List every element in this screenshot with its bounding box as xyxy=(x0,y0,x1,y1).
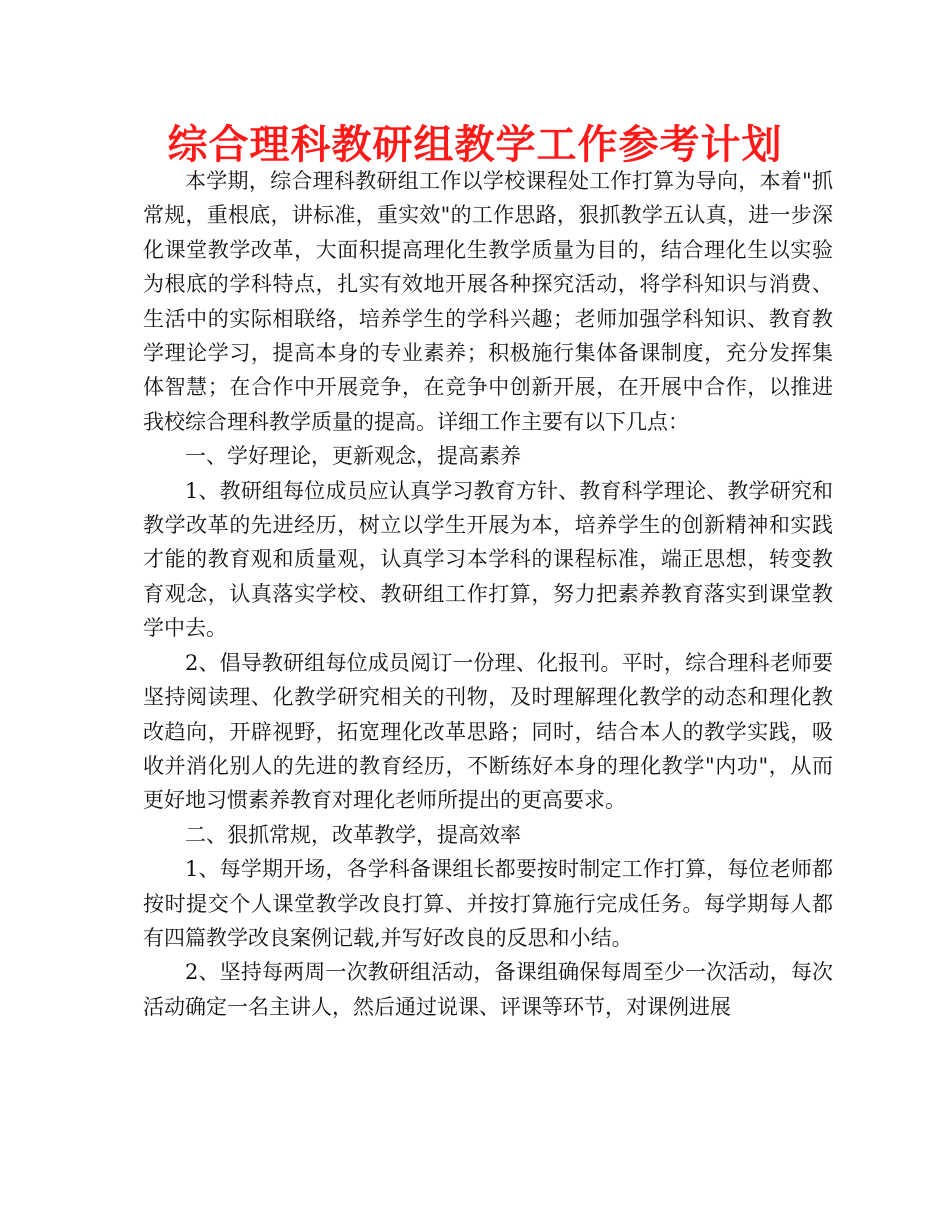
document-title: 综合理科教研组教学工作参考计划 xyxy=(167,121,783,168)
body-paragraph-2-1: 1、每学期开场，各学科备课组长都要按时制定工作打算，每位老师都按时提交个人课堂教学改良打算、并按打算施行完成任务。每学期每人都有四篇教学改良案例记载,并写好改良的反思和小结。 xyxy=(143,857,833,950)
body-paragraph-1-1: 1、教研组每位成员应认真学习教育方针、教育科学理论、教学研究和教学改革的先进经历，树立以学生开展为本，培养学生的创新精神和实践才能的教育观和质量观，认真学习本学科的课程标准，端正思想，转变教育观念，认真落实学校、教研组工作打算，努力把素养教育落实到课堂教学中去。 xyxy=(143,478,833,641)
document-body xyxy=(143,164,833,1024)
section-heading-1: 一、学好理论，更新观念，提高素养 xyxy=(185,444,521,469)
body-paragraph-2-2: 2、坚持每两周一次教研组活动，备课组确保每周至少一次活动，每次活动确定一名主讲人，然后通过说课、评课等环节，对课例进展 xyxy=(143,960,833,1019)
body-paragraph-intro: 本学期，综合理科教研组工作以学校课程处工作打算为导向，本着"抓常规，重根底，讲标准，重实效"的工作思路，狠抓教学五认真，进一步深化课堂教学改革，大面积提高理化生教学质量为目的，结合理化生以实验为根底的学科特点，扎实有效地开展各种探究活动，将学科知识与消费、生活中的实际相联络，培养学生的学科兴趣；老师加强学科知识、教育教学理论学习，提高本身的专业素养；积极施行集体备课制度，充分发挥集体智慧；在合作中开展竞争，在竞争中创新开展，在开展中合作，以推进我校综合理科教学质量的提高。详细工作主要有以下几点： xyxy=(143,169,833,434)
body-paragraph-1-2: 2、倡导教研组每位成员阅订一份理、化报刊。平时，综合理科老师要坚持阅读理、化教学研究相关的刊物，及时理解理化教学的动态和理化教改趋向，开辟视野，拓宽理化改革思路；同时，结合本人的教学实践，吸收并消化别人的先进的教育经历，不断练好本身的理化教学"内功"，从而更好地习惯素养教育对理化老师所提出的更高要求。 xyxy=(143,650,833,813)
section-heading-2: 二、狠抓常规，改革教学，提高效率 xyxy=(185,822,521,847)
